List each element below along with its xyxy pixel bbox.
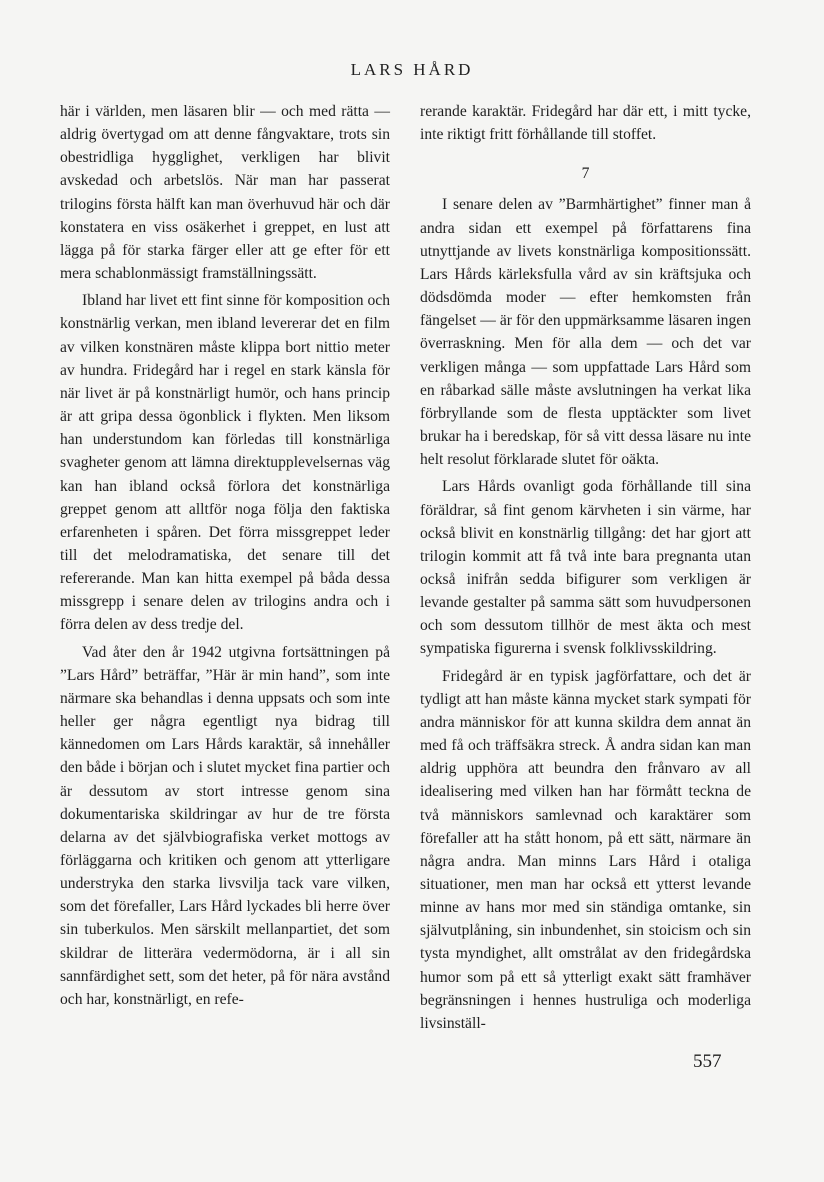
- section-number: 7: [581, 165, 590, 183]
- right-column: [420, 100, 751, 1035]
- page-number: 557: [693, 1051, 722, 1072]
- paragraph: Ibland har livet ett fint sinne för komposition och konstnärlig verkan, men ibland levererar det en film av vilken konstnären måste klippa bort nittio meter av hundra. Fridegård har i regel en stark känsla för när livet är på konstnärligt humör, och hans princip är att gripa dessa ögonblick i flykten. Men liksom han understundom kan förledas till konstnärliga svagheter genom att lämna direktupplevelsernas väg kan han ibland också förlora det konstnärliga greppet genom att alltför noga följa den faktiska erfarenheten i spåren. Det förra missgreppet leder till det melodramatiska, det senare till det refererande. Man kan hitta exempel på båda dessa missgrepp i senare delen av trilogins andra och i förra delen av dess tredje del.: [60, 292, 390, 634]
- paragraph: Fridegård är en typisk jagförfattare, och det är tydligt att han måste känna mycket stark sympati för andra människor för att kunna skildra dem annat än med få och träffsäkra streck. Å andra sidan kan man aldrig upphöra att beundra den frånvaro av all idealisering med vilken han har förmått teckna de två människors samlevnad och karaktärer som förefaller att ha stått honom, på ett sätt, närmare än några andra. Man minns Lars Hård i otaliga situationer, men man har också ett ytterst levande minne av hans mor med sin ständiga omtanke, sin självutplåning, sin inbundenhet, sin stoicism och sin tysta myndighet, allt omstrålat av den fridegårdska humor som på ett så ytterligt exakt sätt framhäver begränsningen i hennes hustruliga och moderliga livsinställ-: [420, 667, 751, 1032]
- paragraph: rerande karaktär. Fridegård har där ett, i mitt tycke, inte riktigt fritt förhållande till stoffet.: [420, 103, 751, 144]
- paragraph: Lars Hårds ovanligt goda förhållande till sina föräldrar, så fint genom kärvheten i sin värme, har också blivit en konstnärlig tillgång: det har gjort att trilogin kommit att få två inte bara pregnanta utan också inifrån sedda bifigurer som verkligen är levande gestalter på samma sätt som huvudpersonen och som dessutom tillhör de mest äkta och mest sympatiska figurerna i svensk folklivsskildring.: [420, 478, 751, 658]
- running-head: LARS HÅRD: [350, 60, 474, 79]
- left-column: [60, 100, 390, 1011]
- paragraph: I senare delen av ”Barmhärtighet” finner man å andra sidan ett exempel på författarens fina utnyttjande av livets konstnärliga kompositionssätt. Lars Hårds kärleksfulla vård av sin kräftsjuka och dödsdömda moder — efter hemkomsten från fängelset — är för den uppmärksamme läsaren ingen överraskning. Men för alla dem — och det var verkligen många — som uppfattade Lars Hård som en råbarkad sälle måste avslutningen ha verkat lika förbryllande som de flesta upptäckter som livet brukar ha i beredskap, för så vitt dessa läsare nu inte helt resolut förklarade slutet för oäkta.: [420, 196, 751, 469]
- paragraph: här i världen, men läsaren blir — och med rätta — aldrig övertygad om att denne fångvaktare, trots sin obestridliga hygglighet, verkligen har blivit avskedad och arbetslös. När man har passerat trilogins första hälft kan man överhuvud här och där konstatera en viss osäkerhet i greppet, en lust att lägga på för starka färger eller att ge efter för ett mera schablonmässigt framställningssätt.: [60, 103, 390, 283]
- paragraph: Vad åter den år 1942 utgivna fortsättningen på ”Lars Hård” beträffar, ”Här är min hand”, som inte närmare ska behandlas i denna uppsats och som inte heller ger några egentligt nya bidrag till kännedomen om Lars Hårds karaktär, så innehåller den både i början och i slutet mycket fina partier och är dessutom av stort intresse genom sina dokumentariska skildringar av hur de tre första delarna av det självbiografiska verket mottogs av förläggarna och kritiken och genom att ytterligare understryka den starka livsvilja tack vare vilken, som det förefaller, Lars Hård lyckades bli herre över sin tuberkulos. Men särskilt mellanpartiet, det som skildrar de litterära vedermödorna, är i all sin sannfärdighet sett, som det heter, på för nära avstånd och har, konstnärligt, en refe-: [60, 643, 390, 1008]
